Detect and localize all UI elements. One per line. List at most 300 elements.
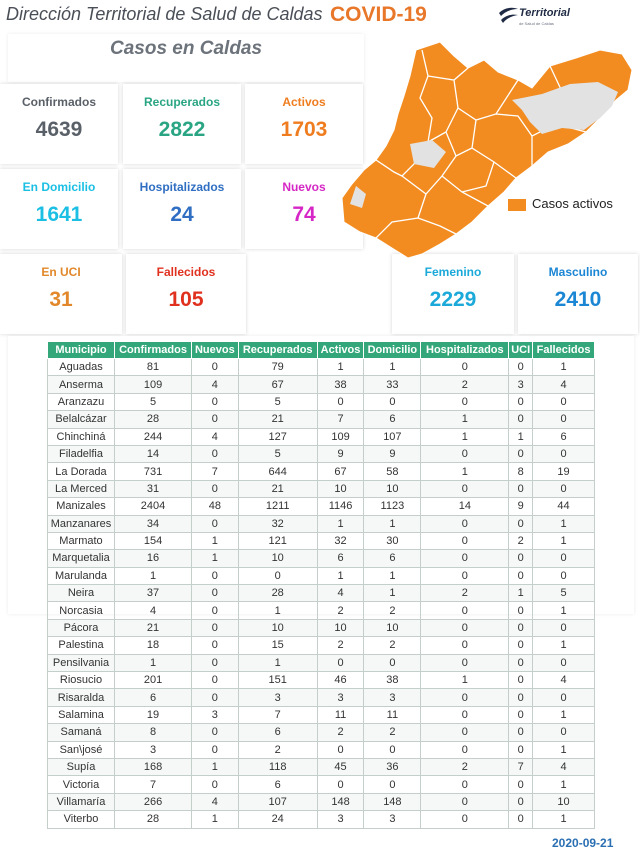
municipio-cell: Villamaría: [48, 793, 115, 810]
value-cell: 24: [238, 811, 317, 828]
table-row: [48, 515, 595, 532]
municipio-cell: Chinchiná: [48, 428, 115, 445]
value-cell: 3: [317, 689, 364, 706]
masculino-label: Masculino: [548, 265, 608, 279]
value-cell: 0: [533, 445, 595, 462]
value-cell: 3: [509, 376, 533, 393]
card-recuperados: [123, 84, 241, 164]
municipio-cell: Manizales: [48, 498, 115, 515]
value-cell: 1: [364, 585, 421, 602]
value-cell: 6: [364, 411, 421, 428]
value-cell: 0: [192, 602, 239, 619]
value-cell: 10: [364, 480, 421, 497]
nuevos-value: 74: [292, 203, 316, 226]
value-cell: 1: [192, 532, 239, 549]
value-cell: 5: [533, 585, 595, 602]
value-cell: 148: [317, 793, 364, 810]
value-cell: 0: [317, 654, 364, 671]
municipio-cell: Pensilvania: [48, 654, 115, 671]
value-cell: 3: [114, 741, 191, 758]
fallecidos-label: Fallecidos: [156, 265, 216, 279]
value-cell: 38: [364, 672, 421, 689]
value-cell: 10: [317, 480, 364, 497]
card-uci: [0, 254, 122, 334]
municipio-cell: Aguadas: [48, 359, 115, 376]
activos-label: Activos: [282, 95, 326, 109]
value-cell: 5: [238, 393, 317, 410]
table-row: [48, 550, 595, 567]
value-cell: 0: [533, 480, 595, 497]
table-row: [48, 672, 595, 689]
value-cell: 118: [238, 758, 317, 775]
value-cell: 1: [364, 359, 421, 376]
value-cell: 14: [114, 445, 191, 462]
value-cell: 0: [509, 619, 533, 636]
value-cell: 0: [421, 811, 509, 828]
value-cell: 0: [509, 654, 533, 671]
confirmados-label: Confirmados: [21, 95, 96, 109]
value-cell: 1: [533, 637, 595, 654]
table-row: [48, 585, 595, 602]
value-cell: 4: [533, 758, 595, 775]
value-cell: 1: [533, 776, 595, 793]
table-row: [48, 393, 595, 410]
value-cell: 4: [533, 672, 595, 689]
value-cell: 44: [533, 498, 595, 515]
value-cell: 121: [238, 532, 317, 549]
value-cell: 6: [364, 550, 421, 567]
value-cell: 2: [421, 758, 509, 775]
value-cell: 48: [192, 498, 239, 515]
value-cell: 1: [509, 585, 533, 602]
value-cell: 1: [114, 654, 191, 671]
value-cell: 0: [509, 445, 533, 462]
col-nuevos: Nuevos: [192, 342, 239, 359]
value-cell: 0: [317, 776, 364, 793]
value-cell: 7: [317, 411, 364, 428]
value-cell: 8: [509, 463, 533, 480]
value-cell: 0: [533, 411, 595, 428]
value-cell: 1: [533, 532, 595, 549]
value-cell: 0: [509, 776, 533, 793]
value-cell: 3: [192, 706, 239, 723]
header-title: Dirección Territorial de Salud de Caldas: [6, 4, 323, 24]
municipio-cell: Neira: [48, 585, 115, 602]
table-row: [48, 637, 595, 654]
value-cell: 0: [421, 689, 509, 706]
table-body: [48, 359, 595, 829]
table-header-row: [48, 342, 595, 359]
value-cell: 2: [317, 724, 364, 741]
value-cell: 6: [238, 776, 317, 793]
value-cell: 9: [509, 498, 533, 515]
value-cell: 0: [192, 411, 239, 428]
value-cell: 1: [317, 359, 364, 376]
table-row: [48, 428, 595, 445]
value-cell: 28: [114, 411, 191, 428]
value-cell: 0: [421, 445, 509, 462]
value-cell: 0: [509, 480, 533, 497]
value-cell: 0: [533, 689, 595, 706]
value-cell: 0: [192, 567, 239, 584]
value-cell: 2: [421, 585, 509, 602]
value-cell: 1: [317, 567, 364, 584]
value-cell: 0: [192, 480, 239, 497]
value-cell: 11: [364, 706, 421, 723]
value-cell: 2: [238, 741, 317, 758]
value-cell: 151: [238, 672, 317, 689]
value-cell: 21: [114, 619, 191, 636]
municipio-cell: San\josé: [48, 741, 115, 758]
value-cell: 0: [421, 637, 509, 654]
table-row: [48, 602, 595, 619]
municipio-cell: Aranzazu: [48, 393, 115, 410]
value-cell: 2: [421, 376, 509, 393]
value-cell: 731: [114, 463, 191, 480]
value-cell: 45: [317, 758, 364, 775]
value-cell: 0: [509, 359, 533, 376]
value-cell: 6: [114, 689, 191, 706]
hospitalizados-value: 24: [170, 203, 194, 226]
value-cell: 33: [364, 376, 421, 393]
value-cell: 3: [317, 811, 364, 828]
table-row: [48, 359, 595, 376]
municipio-cell: Anserma: [48, 376, 115, 393]
value-cell: 15: [238, 637, 317, 654]
value-cell: 0: [421, 359, 509, 376]
value-cell: 1211: [238, 498, 317, 515]
value-cell: 1: [238, 654, 317, 671]
value-cell: 0: [421, 724, 509, 741]
municipio-cell: Pácora: [48, 619, 115, 636]
value-cell: 0: [192, 724, 239, 741]
value-cell: 2: [364, 637, 421, 654]
value-cell: 266: [114, 793, 191, 810]
value-cell: 0: [192, 637, 239, 654]
municipio-cell: La Merced: [48, 480, 115, 497]
value-cell: 28: [114, 811, 191, 828]
table-row: [48, 567, 595, 584]
value-cell: 107: [238, 793, 317, 810]
uci-value: 31: [49, 288, 73, 311]
value-cell: 0: [192, 445, 239, 462]
value-cell: 3: [238, 689, 317, 706]
value-cell: 58: [364, 463, 421, 480]
value-cell: 31: [114, 480, 191, 497]
value-cell: 1: [533, 602, 595, 619]
value-cell: 30: [364, 532, 421, 549]
value-cell: 0: [364, 393, 421, 410]
value-cell: 4: [192, 428, 239, 445]
municipio-cell: Salamina: [48, 706, 115, 723]
value-cell: 46: [317, 672, 364, 689]
municipio-cell: Samaná: [48, 724, 115, 741]
value-cell: 1: [533, 359, 595, 376]
value-cell: 0: [509, 393, 533, 410]
value-cell: 109: [114, 376, 191, 393]
value-cell: 1: [421, 428, 509, 445]
value-cell: 10: [238, 619, 317, 636]
value-cell: 2: [364, 602, 421, 619]
value-cell: 0: [192, 619, 239, 636]
value-cell: 109: [317, 428, 364, 445]
value-cell: 154: [114, 532, 191, 549]
nuevos-label: Nuevos: [282, 180, 326, 194]
value-cell: 1: [533, 515, 595, 532]
table-row: [48, 758, 595, 775]
col-domicilio: Domicilio: [364, 342, 421, 359]
covid-title: COVID-19: [330, 3, 427, 26]
table-row: [48, 463, 595, 480]
card-confirmados: [0, 84, 118, 164]
value-cell: 10: [238, 550, 317, 567]
table-row: [48, 445, 595, 462]
table-row: [48, 689, 595, 706]
table-row: [48, 654, 595, 671]
logo-subtext: de Salud de Caldas: [519, 21, 554, 26]
value-cell: 2: [317, 602, 364, 619]
value-cell: 1: [421, 672, 509, 689]
value-cell: 32: [317, 532, 364, 549]
value-cell: 3: [364, 811, 421, 828]
value-cell: 0: [509, 602, 533, 619]
municipio-cell: Supía: [48, 758, 115, 775]
value-cell: 4: [533, 376, 595, 393]
domicilio-label: En Domicilio: [22, 180, 96, 194]
masculino-value: 2410: [554, 288, 602, 311]
logo-text: Territorial: [519, 7, 570, 19]
caldas-map: [336, 36, 636, 266]
municipio-cell: Manzanares: [48, 515, 115, 532]
value-cell: 32: [238, 515, 317, 532]
value-cell: 1: [364, 567, 421, 584]
recuperados-value: 2822: [158, 118, 206, 141]
value-cell: 168: [114, 758, 191, 775]
value-cell: 0: [533, 550, 595, 567]
municipios-table: [47, 341, 595, 829]
municipio-cell: Viterbo: [48, 811, 115, 828]
value-cell: 0: [421, 776, 509, 793]
col-hospitalizados: Hospitalizados: [421, 342, 509, 359]
value-cell: 0: [421, 793, 509, 810]
value-cell: 1: [317, 515, 364, 532]
value-cell: 2: [509, 532, 533, 549]
value-cell: 10: [533, 793, 595, 810]
value-cell: 7: [114, 776, 191, 793]
value-cell: 0: [421, 393, 509, 410]
legend-swatch: [508, 199, 526, 211]
value-cell: 9: [364, 445, 421, 462]
value-cell: 0: [192, 741, 239, 758]
table-row: [48, 776, 595, 793]
value-cell: 0: [421, 602, 509, 619]
value-cell: 6: [533, 428, 595, 445]
value-cell: 0: [364, 654, 421, 671]
col-recuperados: Recuperados: [238, 342, 317, 359]
value-cell: 0: [192, 393, 239, 410]
table-row: [48, 811, 595, 828]
col-municipio: Municipio: [48, 342, 115, 359]
value-cell: 1146: [317, 498, 364, 515]
value-cell: 0: [421, 619, 509, 636]
legend-label: Casos activos: [532, 196, 613, 211]
value-cell: 1: [509, 428, 533, 445]
municipio-cell: Filadelfia: [48, 445, 115, 462]
logo-swoosh-icon: [497, 5, 519, 29]
territorial-logo: [497, 4, 583, 30]
municipio-cell: Victoria: [48, 776, 115, 793]
value-cell: 0: [509, 567, 533, 584]
municipio-cell: Riosucio: [48, 672, 115, 689]
value-cell: 1: [192, 550, 239, 567]
card-fallecidos: [126, 254, 246, 334]
table-row: [48, 498, 595, 515]
value-cell: 81: [114, 359, 191, 376]
value-cell: 0: [421, 515, 509, 532]
value-cell: 21: [238, 411, 317, 428]
value-cell: 6: [238, 724, 317, 741]
value-cell: 0: [509, 637, 533, 654]
report-date: 2020-09-21: [552, 836, 614, 850]
table-row: [48, 376, 595, 393]
hospitalizados-label: Hospitalizados: [139, 180, 225, 194]
value-cell: 19: [533, 463, 595, 480]
value-cell: 0: [533, 724, 595, 741]
value-cell: 0: [509, 706, 533, 723]
value-cell: 67: [317, 463, 364, 480]
value-cell: 0: [421, 550, 509, 567]
value-cell: 0: [317, 741, 364, 758]
card-femenino: [392, 254, 514, 334]
municipio-cell: Risaralda: [48, 689, 115, 706]
value-cell: 10: [317, 619, 364, 636]
value-cell: 4: [317, 585, 364, 602]
value-cell: 79: [238, 359, 317, 376]
value-cell: 7: [238, 706, 317, 723]
uci-label: En UCI: [41, 265, 81, 279]
value-cell: 127: [238, 428, 317, 445]
value-cell: 5: [238, 445, 317, 462]
col-uci: UCI: [509, 342, 533, 359]
col-confirmados: Confirmados: [114, 342, 191, 359]
municipio-cell: La Dorada: [48, 463, 115, 480]
card-hospitalizados: [123, 169, 241, 249]
value-cell: 0: [421, 567, 509, 584]
value-cell: 0: [192, 689, 239, 706]
value-cell: 2404: [114, 498, 191, 515]
value-cell: 18: [114, 637, 191, 654]
value-cell: 19: [114, 706, 191, 723]
value-cell: 21: [238, 480, 317, 497]
domicilio-value: 1641: [35, 203, 83, 226]
table-row: [48, 480, 595, 497]
value-cell: 0: [509, 411, 533, 428]
value-cell: 67: [238, 376, 317, 393]
value-cell: 1: [192, 758, 239, 775]
value-cell: 34: [114, 515, 191, 532]
value-cell: 0: [533, 619, 595, 636]
municipio-cell: Palestina: [48, 637, 115, 654]
table-row: [48, 741, 595, 758]
value-cell: 1: [533, 811, 595, 828]
value-cell: 16: [114, 550, 191, 567]
value-cell: 1: [114, 567, 191, 584]
value-cell: 4: [192, 793, 239, 810]
value-cell: 148: [364, 793, 421, 810]
value-cell: 8: [114, 724, 191, 741]
card-masculino: [518, 254, 638, 334]
value-cell: 0: [364, 776, 421, 793]
value-cell: 10: [364, 619, 421, 636]
value-cell: 0: [421, 741, 509, 758]
value-cell: 9: [317, 445, 364, 462]
value-cell: 1: [192, 811, 239, 828]
value-cell: 0: [421, 480, 509, 497]
confirmados-value: 4639: [35, 118, 83, 141]
col-fallecidos: Fallecidos: [533, 342, 595, 359]
value-cell: 28: [238, 585, 317, 602]
value-cell: 0: [421, 654, 509, 671]
value-cell: 0: [238, 567, 317, 584]
table-row: [48, 706, 595, 723]
value-cell: 0: [533, 393, 595, 410]
value-cell: 1123: [364, 498, 421, 515]
value-cell: 1: [238, 602, 317, 619]
value-cell: 1: [364, 515, 421, 532]
value-cell: 14: [421, 498, 509, 515]
value-cell: 3: [364, 689, 421, 706]
table-row: [48, 793, 595, 810]
value-cell: 201: [114, 672, 191, 689]
value-cell: 36: [364, 758, 421, 775]
value-cell: 0: [509, 515, 533, 532]
value-cell: 0: [192, 776, 239, 793]
value-cell: 0: [317, 393, 364, 410]
value-cell: 7: [509, 758, 533, 775]
femenino-value: 2229: [429, 288, 477, 311]
value-cell: 7: [192, 463, 239, 480]
value-cell: 2: [364, 724, 421, 741]
value-cell: 0: [509, 550, 533, 567]
value-cell: 0: [533, 654, 595, 671]
value-cell: 0: [192, 672, 239, 689]
municipio-cell: Belalcázar: [48, 411, 115, 428]
value-cell: 0: [192, 359, 239, 376]
value-cell: 0: [533, 567, 595, 584]
table-row: [48, 619, 595, 636]
value-cell: 4: [192, 376, 239, 393]
value-cell: 0: [192, 515, 239, 532]
value-cell: 1: [533, 706, 595, 723]
casos-title: Casos en Caldas: [110, 38, 263, 59]
fallecidos-value: 105: [168, 288, 204, 311]
value-cell: 1: [533, 741, 595, 758]
municipio-cell: Norcasia: [48, 602, 115, 619]
value-cell: 644: [238, 463, 317, 480]
table-row: [48, 411, 595, 428]
value-cell: 37: [114, 585, 191, 602]
value-cell: 0: [192, 585, 239, 602]
value-cell: 1: [421, 463, 509, 480]
value-cell: 0: [509, 672, 533, 689]
value-cell: 2: [317, 637, 364, 654]
value-cell: 6: [317, 550, 364, 567]
value-cell: 0: [421, 532, 509, 549]
value-cell: 5: [114, 393, 191, 410]
value-cell: 244: [114, 428, 191, 445]
femenino-label: Femenino: [424, 265, 482, 279]
col-activos: Activos: [317, 342, 364, 359]
